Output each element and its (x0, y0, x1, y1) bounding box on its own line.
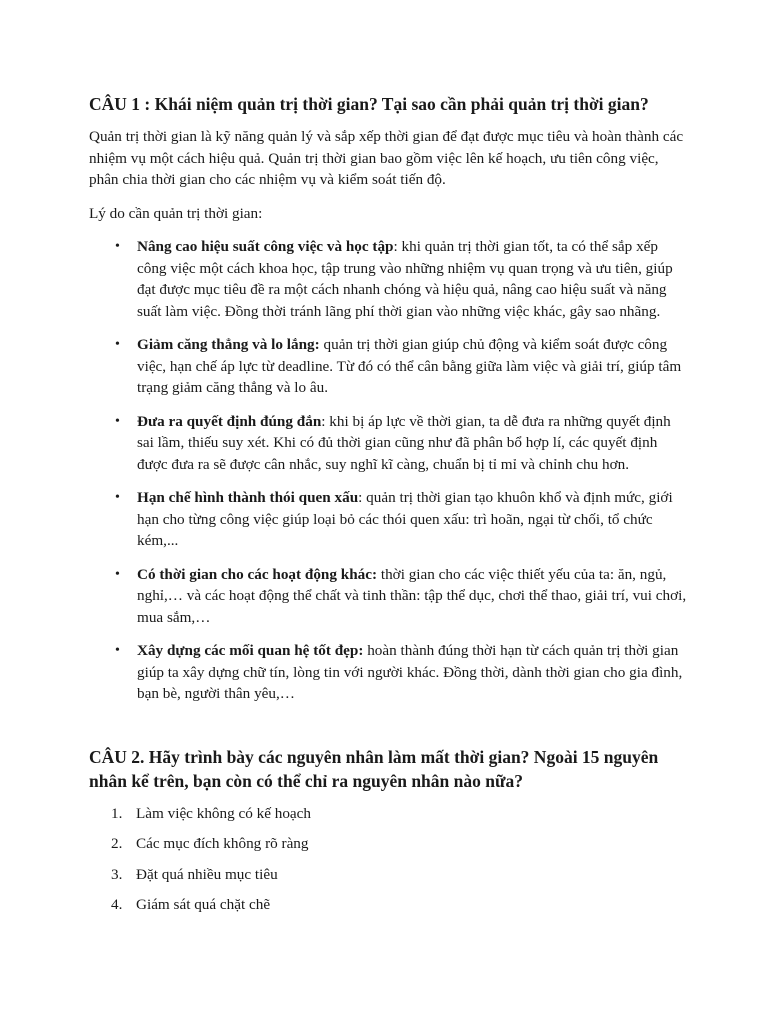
item-number: 4. (111, 896, 123, 913)
list-item (115, 236, 689, 322)
reason-text: : khi quản trị thời gian tốt, ta có thể sắp xếp công việc một cách khoa học, tập trung vào những nhiệm vụ quan trọng và ưu tiên, giúp đạt được mục tiêu đề ra một cách nhanh chóng và hiệu quả, nâng cao hiệu suất và năng suất làm việc. Đồng thời tránh lãng phí thời gian vào những việc khác, gây sao nhãng. (137, 238, 673, 320)
reason-text: hoàn thành đúng thời hạn từ cách quản trị thời gian giúp ta xây dựng chữ tín, lòng tin với người khác. Đồng thời, dành thời gian cho gia đình, bạn bè, người thân yêu,… (137, 642, 683, 702)
reason-term: Nâng cao hiệu suất công việc và học tập (137, 238, 394, 255)
item-number: 2. (111, 835, 123, 852)
bullet-icon: • (115, 566, 120, 582)
reason-term: Có thời gian cho các hoạt động khác: (137, 565, 378, 583)
list-item (111, 894, 689, 916)
bullet-icon: • (115, 490, 120, 505)
list-item (111, 833, 689, 855)
question-2-heading: CÂU 2. Hãy trình bày các nguyên nhân làm mất thời gian? Ngoài 15 nguyên nhân kể trên, bạn còn có thể chỉ ra nguyên nhân nào nữa? (89, 746, 659, 791)
item-number: 1. (111, 804, 123, 822)
reason-term: Giảm căng thẳng và lo lắng: (137, 336, 320, 353)
list-item (111, 864, 689, 886)
causes-list (89, 803, 689, 916)
reason-text: : quản trị thời gian tạo khuôn khổ và định mức, giới hạn cho từng công việc giúp loại bỏ các thói quen xấu: trì hoãn, ngại từ chối, tổ chức kém,... (137, 489, 673, 549)
cause-text: Đặt quá nhiều mục tiêu (136, 865, 278, 883)
list-item (111, 803, 689, 825)
reason-term: Xây dựng các mối quan hệ tốt đẹp: (137, 642, 364, 659)
bullet-icon: • (115, 413, 120, 429)
bullet-icon: • (115, 337, 120, 352)
reason-text: quản trị thời gian giúp chủ động và kiểm soát được công việc, hạn chế áp lực từ deadline. Từ đó có thể cân bằng giữa làm việc và giải trí, giúp tâm trạng giảm căng thẳng và lo âu. (137, 336, 682, 396)
reason-text: : khi bị áp lực về thời gian, ta dễ đưa ra những quyết định sai lầm, thiếu suy xét. Khi có đủ thời gian cũng như đã phân bổ hợp lí, các quyết định được đưa ra sẽ được cân nhắc, suy nghĩ kĩ càng, chuẩn bị tỉ mỉ và chỉnh chu hơn. (137, 412, 671, 473)
cause-text: Làm việc không có kế hoạch (136, 804, 312, 822)
cause-text: Giám sát quá chặt chẽ (136, 896, 271, 913)
reason-term: Đưa ra quyết định đúng đắn (137, 412, 322, 430)
item-number: 3. (111, 865, 123, 883)
reason-text: thời gian cho các việc thiết yếu của ta: ăn, ngủ, nghỉ,… và các hoạt động thể chất và tinh thần: tập thể dục, chơi thể thao, giải trí, vui chơi, mua sắm,… (137, 565, 687, 626)
reason-term: Hạn chế hình thành thói quen xấu (137, 489, 359, 506)
list-item (115, 564, 689, 629)
bullet-icon: • (115, 239, 120, 254)
question-1-heading: CÂU 1 : Khái niệm quản trị thời gian? Tại sao cần phải quản trị thời gian? (89, 94, 649, 114)
reasons-intro: Lý do cần quản trị thời gian: (89, 204, 263, 222)
cause-text: Các mục đích không rõ ràng (136, 835, 309, 852)
document-page (89, 92, 689, 925)
list-item (115, 487, 689, 552)
list-item (115, 411, 689, 476)
list-item (115, 334, 689, 399)
bullet-icon: • (115, 643, 120, 658)
list-item (115, 640, 689, 705)
definition-paragraph: Quản trị thời gian là kỹ năng quản lý và sắp xếp thời gian để đạt được mục tiêu và hoàn thành các nhiệm vụ một cách hiệu quả. Quản trị thời gian bao gồm việc lên kế hoạch, ưu tiên công việc, phân chia thời gian cho các nhiệm vụ và kiểm soát tiến độ. (89, 128, 684, 188)
reasons-list (89, 236, 689, 705)
